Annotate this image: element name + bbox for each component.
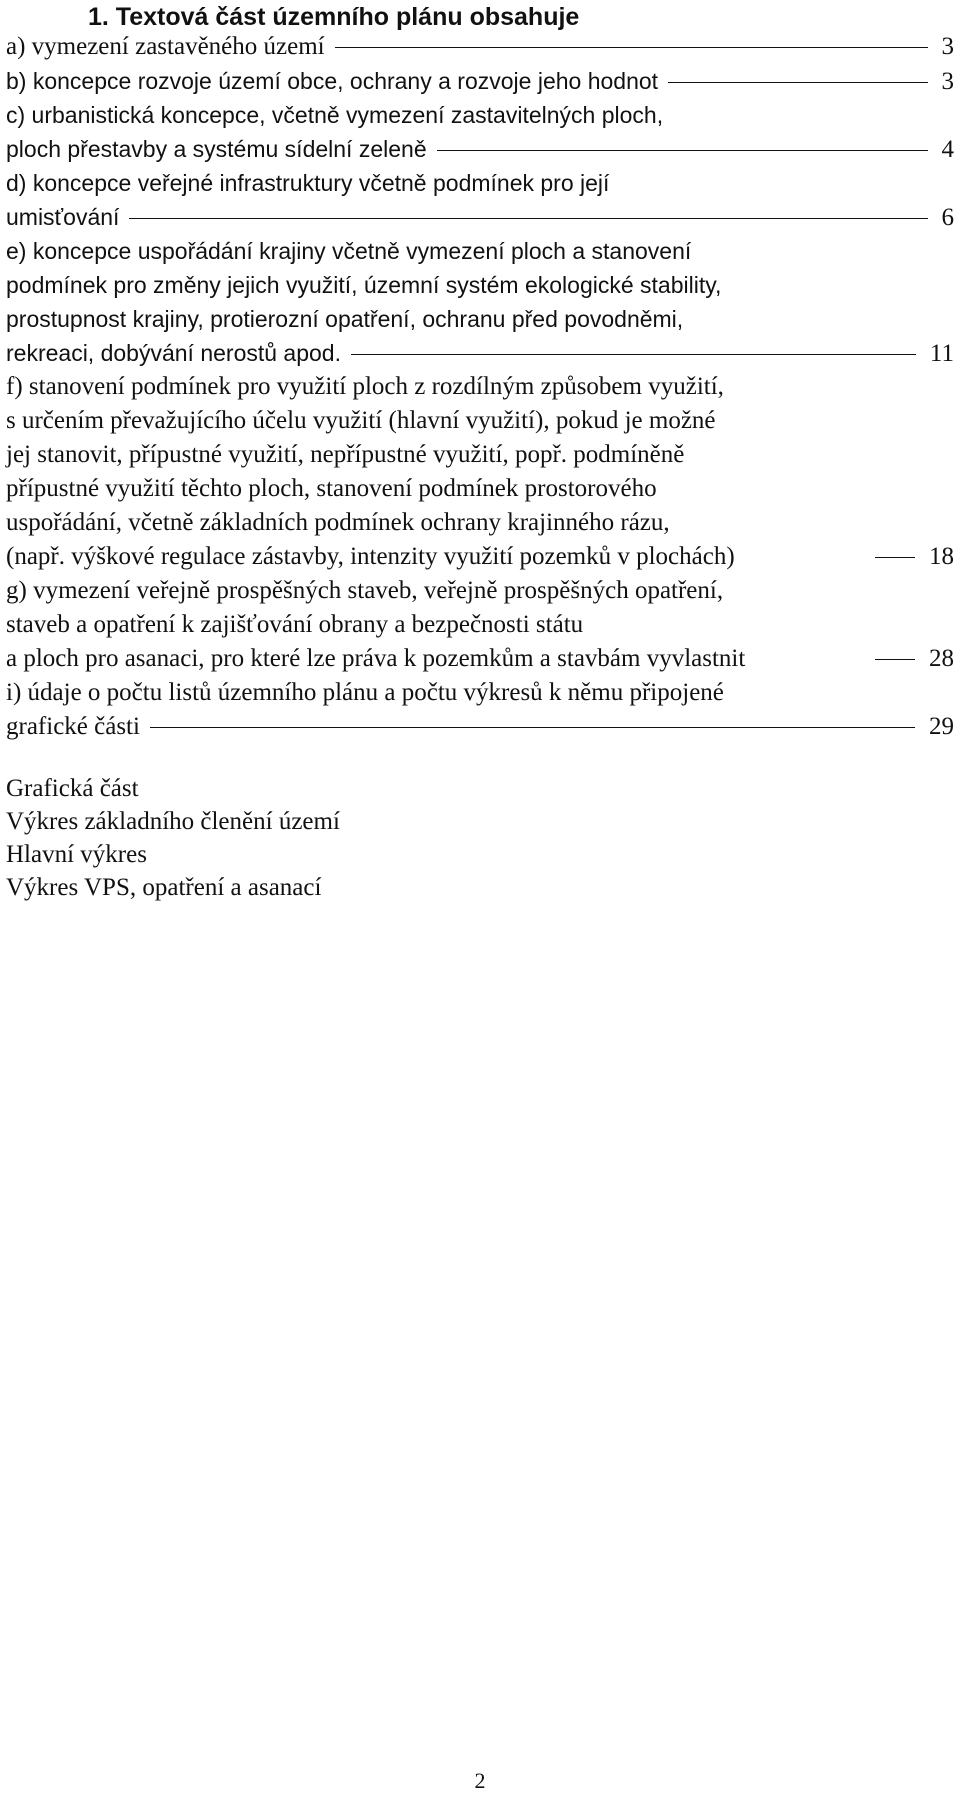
toc-page-number: 29 bbox=[929, 713, 954, 740]
toc-line bbox=[6, 676, 954, 710]
toc-line bbox=[6, 64, 954, 98]
toc-line bbox=[6, 540, 954, 574]
toc-line-text: rekreaci, dobývání nerostů apod. bbox=[6, 340, 341, 366]
toc-line bbox=[6, 608, 954, 642]
leader-line bbox=[668, 82, 927, 83]
toc-line bbox=[6, 132, 954, 166]
toc-entry bbox=[6, 30, 954, 64]
toc-entry bbox=[6, 64, 954, 98]
toc-line-text: g) vymezení veřejně prospěšných staveb, veřejně prospěšných opatření, bbox=[6, 577, 724, 604]
toc-line-text: staveb a opatření k zajišťování obrany a bezpečnosti státu bbox=[6, 611, 584, 638]
toc-line-text: umisťování bbox=[6, 204, 120, 230]
graphic-part-list bbox=[6, 772, 340, 904]
toc-entry bbox=[6, 166, 954, 234]
toc-line-text: b) koncepce rozvoje území obce, ochrany a rozvoje jeho hodnot bbox=[6, 68, 659, 94]
toc-line-text: c) urbanistická koncepce, včetně vymezení zastavitelných ploch, bbox=[6, 102, 664, 128]
toc-line bbox=[6, 30, 954, 64]
toc-line bbox=[6, 472, 954, 506]
toc-page-number: 6 bbox=[941, 204, 954, 231]
toc-page-number: 4 bbox=[941, 136, 954, 163]
toc-page-number: 28 bbox=[929, 645, 954, 672]
graphic-part-heading: Grafická část bbox=[6, 775, 139, 802]
toc-line-text: i) údaje o počtu listů územního plánu a počtu výkresů k němu připojené bbox=[6, 679, 724, 706]
drawing-list-item: Výkres základního členění území bbox=[6, 808, 340, 835]
leader-line bbox=[875, 557, 915, 558]
toc-page-number: 18 bbox=[929, 543, 954, 570]
leader-line bbox=[875, 659, 915, 660]
toc-line bbox=[6, 200, 954, 234]
toc-page-number: 3 bbox=[941, 68, 954, 95]
toc-line-text: d) koncepce veřejné infrastruktury včetně podmínek pro její bbox=[6, 170, 610, 196]
toc-page-number: 11 bbox=[929, 340, 954, 367]
page-title: 1. Textová část územního plánu obsahuje bbox=[88, 3, 580, 31]
leader-line bbox=[437, 150, 928, 151]
toc-line-text: f) stanovení podmínek pro využití ploch z rozdílným způsobem využití, bbox=[6, 373, 724, 400]
toc-entry bbox=[6, 574, 954, 676]
toc-entry bbox=[6, 98, 954, 166]
toc-line-text: a ploch pro asanaci, pro které lze práva k pozemkům a stavbám vyvlastnit bbox=[6, 645, 746, 672]
toc-line bbox=[6, 268, 954, 302]
toc-line-text: a) vymezení zastavěného území bbox=[6, 33, 325, 60]
drawing-list-item: Hlavní výkres bbox=[6, 841, 147, 868]
leader-line bbox=[351, 354, 916, 355]
toc-line-text: přípustné využití těchto ploch, stanovení podmínek prostorového bbox=[6, 475, 657, 502]
leader-line bbox=[129, 218, 927, 219]
toc-line bbox=[6, 98, 954, 132]
toc-line bbox=[6, 574, 954, 608]
toc-line bbox=[6, 336, 954, 370]
toc-line bbox=[6, 234, 954, 268]
toc-line bbox=[6, 506, 954, 540]
toc-entry bbox=[6, 370, 954, 574]
toc-line bbox=[6, 370, 954, 404]
toc-line-text: uspořádání, včetně základních podmínek ochrany krajinného rázu, bbox=[6, 509, 670, 536]
table-of-contents bbox=[6, 30, 954, 744]
toc-line-text: jej stanovit, přípustné využití, nepřípustné využití, popř. podmíněně bbox=[6, 441, 685, 468]
toc-line-text: s určením převažujícího účelu využití (hlavní využití), pokud je možné bbox=[6, 407, 716, 434]
toc-line bbox=[6, 438, 954, 472]
toc-line bbox=[6, 404, 954, 438]
toc-entry bbox=[6, 676, 954, 744]
toc-line-text: (např. výškové regulace zástavby, intenzity využití pozemků v plochách) bbox=[6, 543, 735, 570]
toc-page-number: 3 bbox=[941, 33, 954, 60]
toc-line bbox=[6, 166, 954, 200]
toc-entry bbox=[6, 234, 954, 370]
toc-line bbox=[6, 302, 954, 336]
toc-line-text: podmínek pro změny jejich využití, územní systém ekologické stability, bbox=[6, 272, 722, 298]
page-number: 2 bbox=[474, 1768, 486, 1793]
toc-line-text: prostupnost krajiny, protierozní opatření, ochranu před povodněmi, bbox=[6, 306, 684, 332]
leader-line bbox=[150, 727, 915, 728]
drawing-list-item: Výkres VPS, opatření a asanací bbox=[6, 874, 322, 901]
leader-line bbox=[335, 47, 928, 48]
toc-line-text: ploch přestavby a systému sídelní zeleně bbox=[6, 136, 427, 162]
toc-line-text: e) koncepce uspořádání krajiny včetně vymezení ploch a stanovení bbox=[6, 238, 692, 264]
toc-line bbox=[6, 642, 954, 676]
toc-line bbox=[6, 710, 954, 744]
toc-line-text: grafické části bbox=[6, 713, 140, 740]
